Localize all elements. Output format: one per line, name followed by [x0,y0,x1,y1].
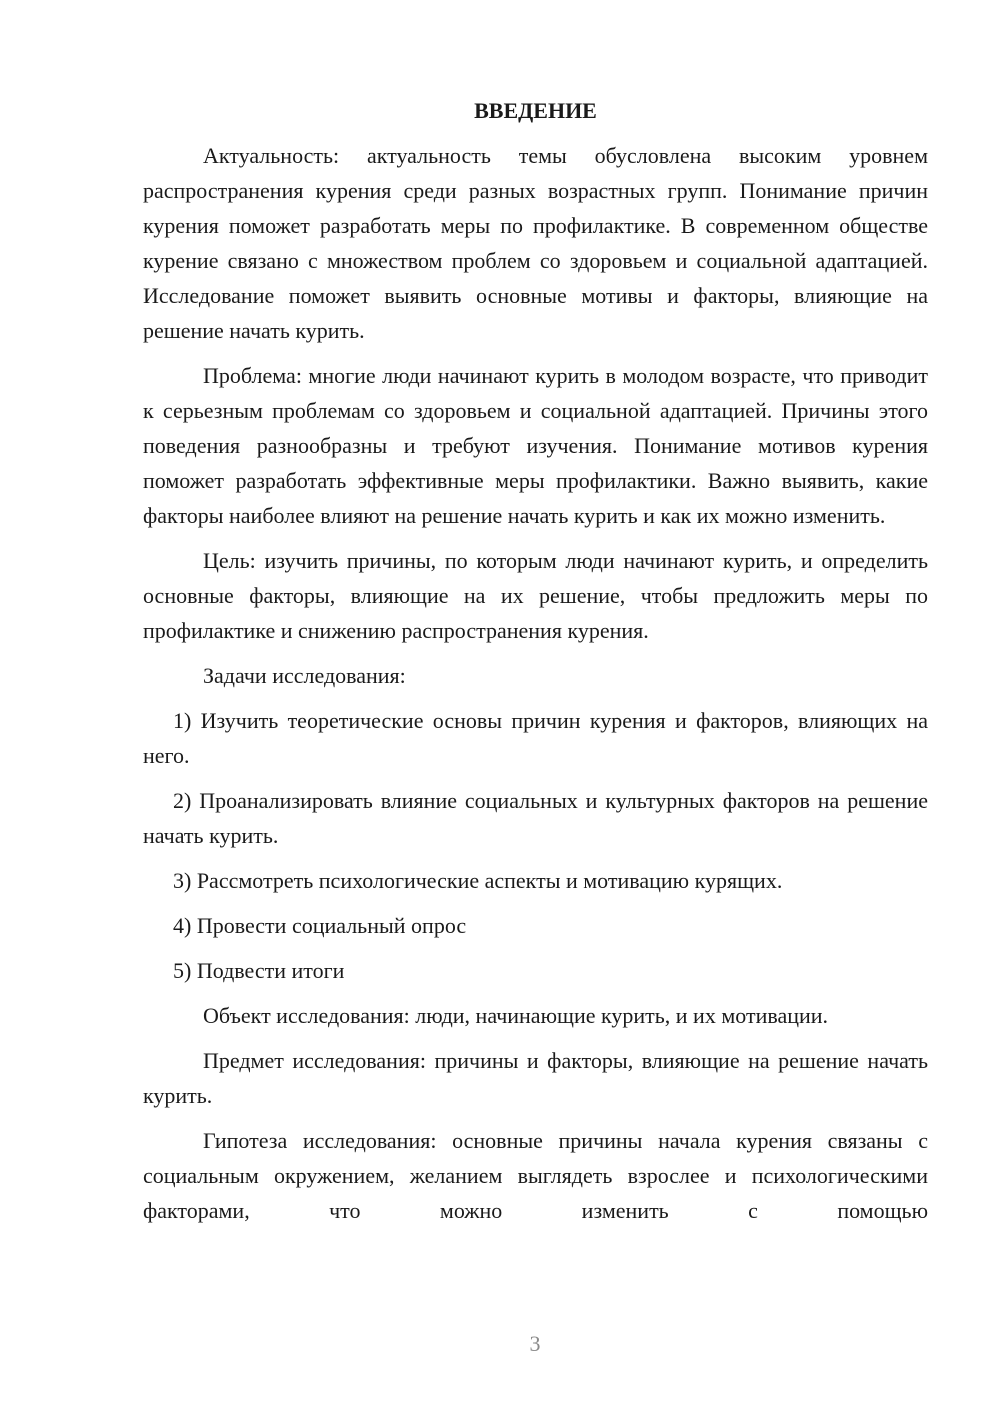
page-title: ВВЕДЕНИЕ [474,98,597,123]
paragraph-goal: Цель: изучить причины, по которым люди начинают курить, и определить основные факторы, влияющие на их решение, чтобы предложить меры по профилактике и снижению распространения курения. [143,548,928,643]
paragraph-problem: Проблема: многие люди начинают курить в молодом возрасте, что приводит к серьезным проблемам со здоровьем и социальной адаптацией. Причины этого поведения разнообразны и требуют изучения. Понимание мотивов курения поможет разработать эффективные меры профилактики. Важно выявить, какие факторы наиболее влияют на решение начать курить и как их можно изменить. [143,363,928,528]
document-page [143,96,928,1238]
paragraph-object: Объект исследования: люди, начинающие курить, и их мотивации. [203,1003,829,1028]
page-number: 3 [529,1331,541,1356]
paragraph-hypothesis: Гипотеза исследования: основные причины начала курения связаны с социальным окружением, желанием выглядеть взрослее и психологическими факторами, что можно изменить с помощью [143,1128,928,1223]
task-item-3: 3) Рассмотреть психологические аспекты и мотивацию курящих. [173,868,783,893]
tasks-heading: Задачи исследования: [203,663,406,688]
paragraph-subject: Предмет исследования: причины и факторы, влияющие на решение начать курить. [143,1048,928,1108]
task-item-4: 4) Провести социальный опрос [173,913,467,938]
task-item-2: 2) Проанализировать влияние социальных и культурных факторов на решение начать курить. [143,788,928,848]
task-item-1: 1) Изучить теоретические основы причин курения и факторов, влияющих на него. [143,708,928,768]
paragraph-relevance: Актуальность: актуальность темы обусловлена высоким уровнем распространения курения среди разных возрастных групп. Понимание причин курения поможет разработать меры по профилактике. В современном обществе курение связано с множеством проблем со здоровьем и социальной адаптацией. Исследование поможет выявить основные мотивы и факторы, влияющие на решение начать курить. [143,143,928,343]
task-item-5: 5) Подвести итоги [173,958,345,983]
